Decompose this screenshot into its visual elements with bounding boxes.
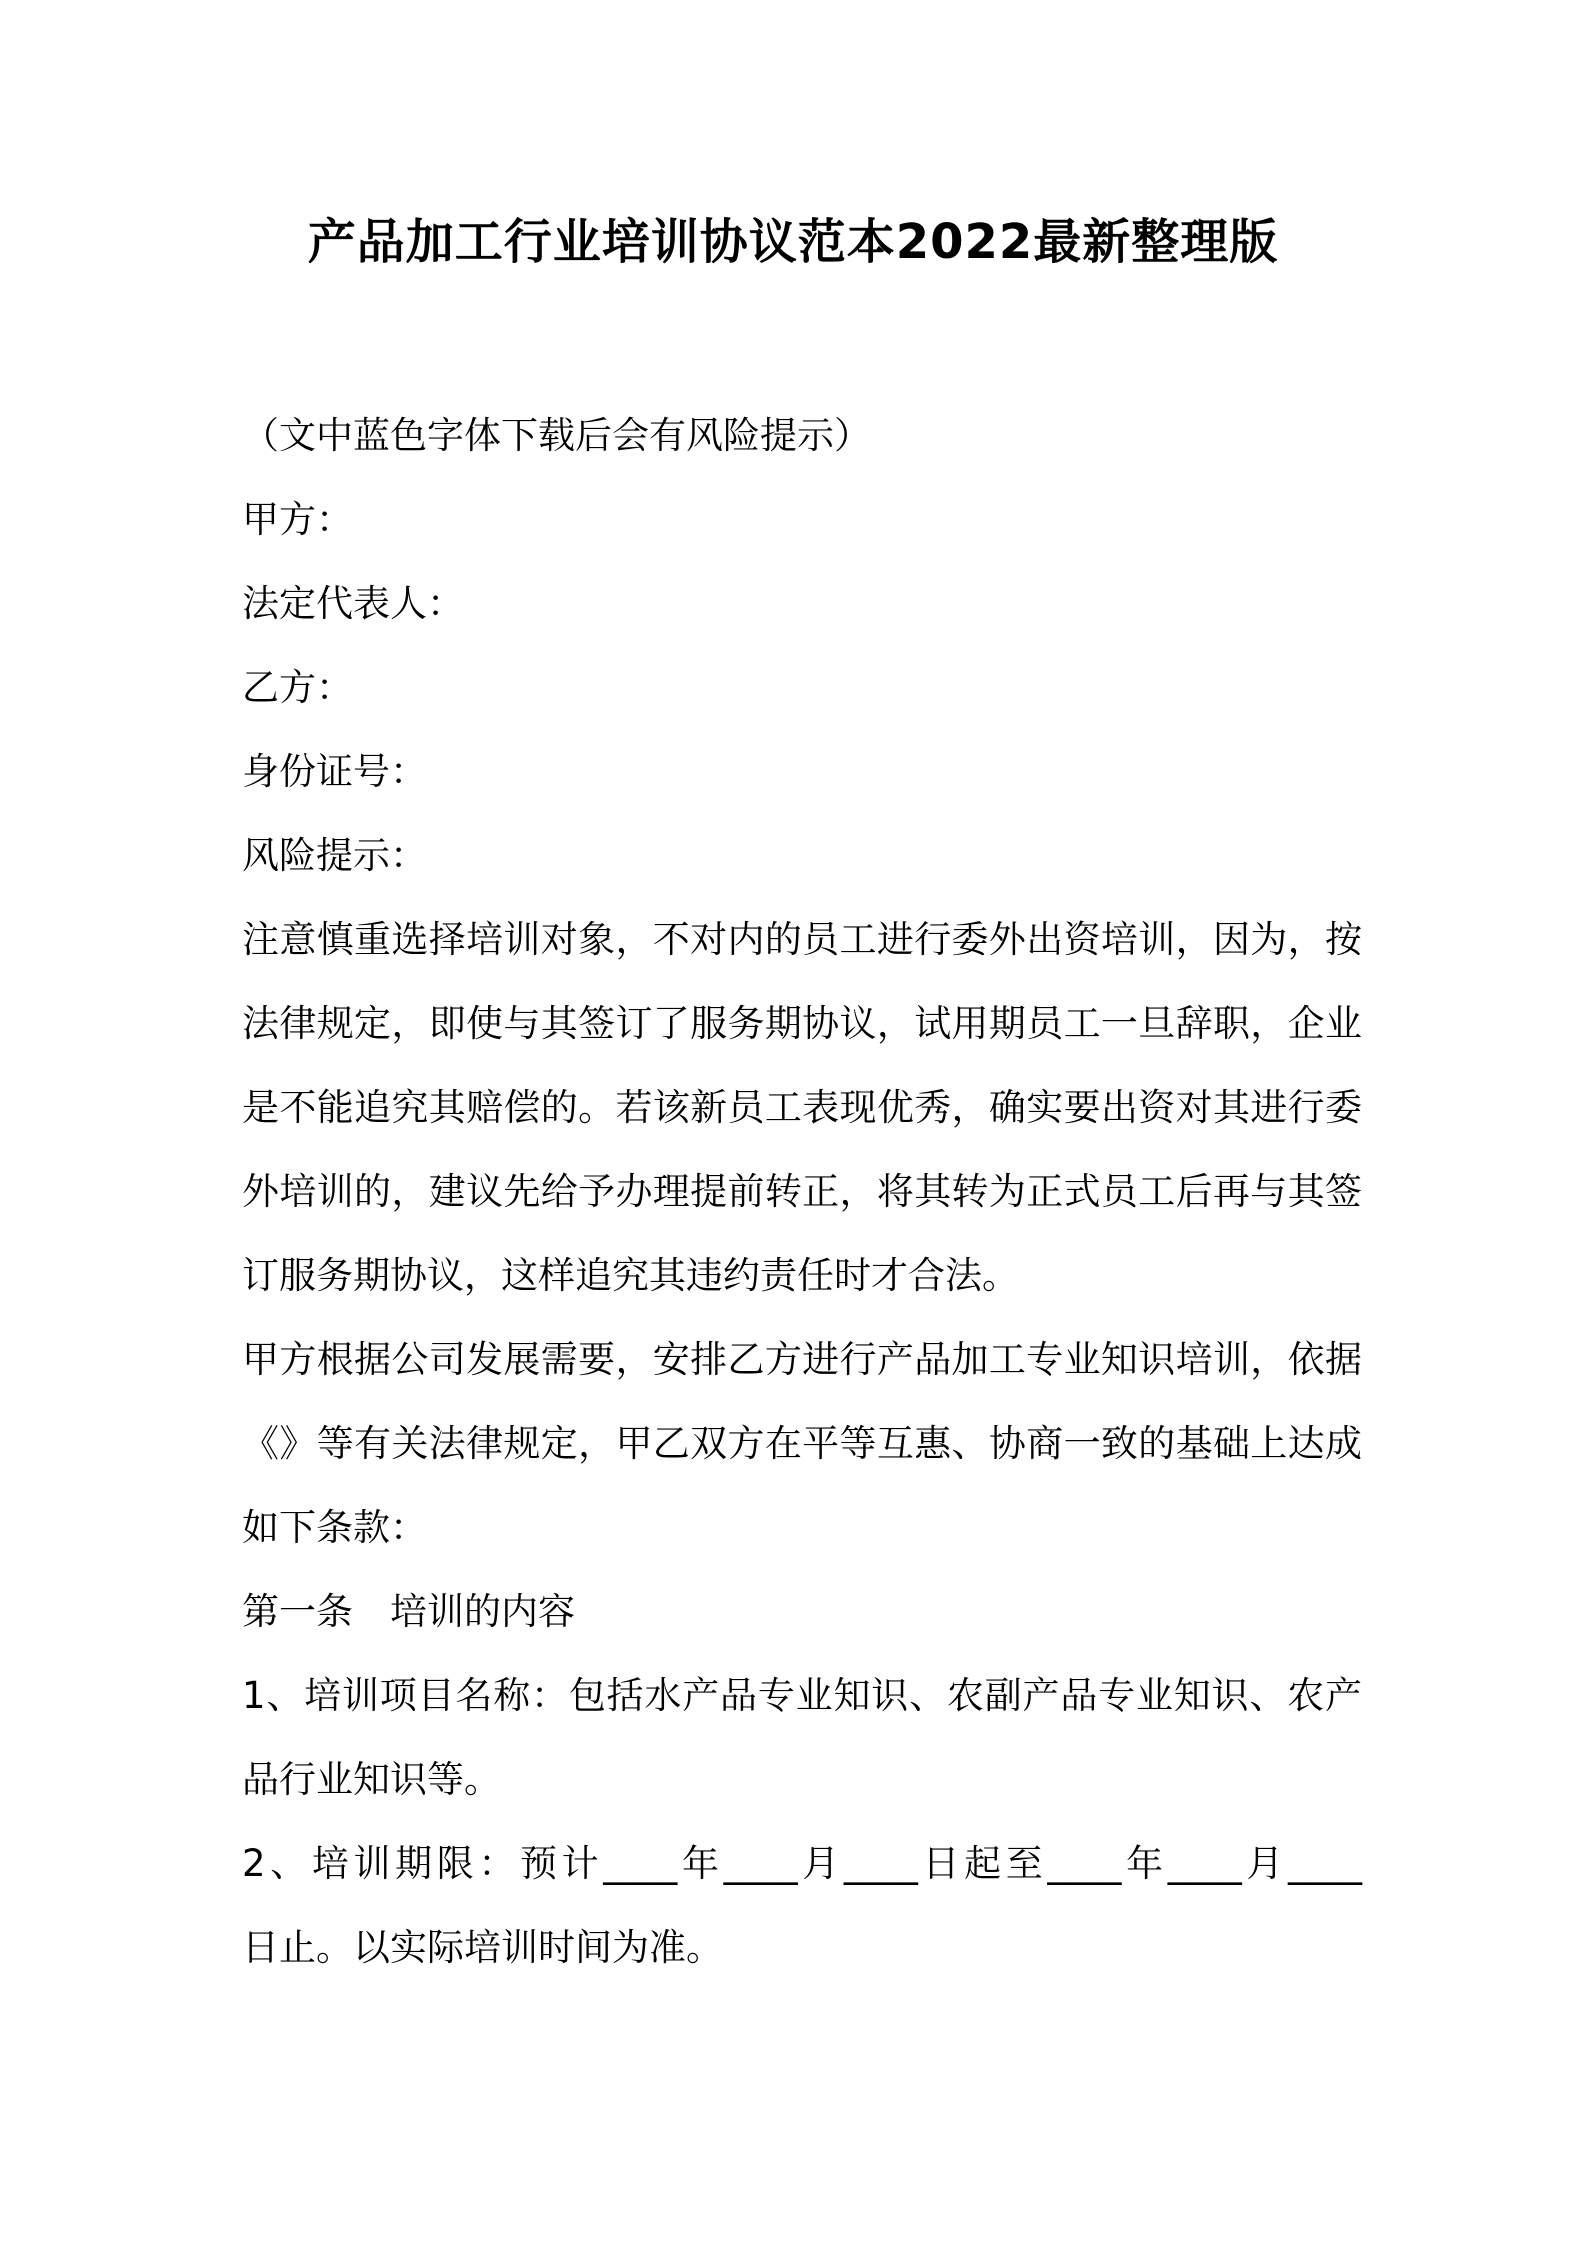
party-a-field: 甲方：	[242, 498, 353, 541]
intro-paragraph-line: 甲方根据公司发展需要，安排乙方进行产品加工专业知识培训，依据	[242, 1338, 1362, 1381]
risk-paragraph-line: 法律规定，即使与其签订了服务期协议，试用期员工一旦辞职，企业	[242, 1002, 1362, 1045]
risk-notice-heading: 风险提示：	[242, 834, 427, 877]
legal-representative-field: 法定代表人：	[242, 582, 464, 625]
clause-line: 日止。以实际培训时间为准。	[242, 1926, 723, 1969]
intro-paragraph-line: 如下条款：	[242, 1506, 427, 1549]
intro-paragraph-line: 《》等有关法律规定，甲乙双方在平等互惠、协商一致的基础上达成	[242, 1422, 1362, 1465]
clause-line: 2、培训期限：预计____年____月____日起至____年____月____	[242, 1842, 1362, 1885]
clause-line: 1、培训项目名称：包括水产品专业知识、农副产品专业知识、农产	[242, 1674, 1362, 1717]
blue-text-note: （文中蓝色字体下载后会有风险提示）	[242, 414, 871, 457]
article-one-heading: 第一条 培训的内容	[242, 1590, 575, 1633]
id-number-field: 身份证号：	[242, 750, 427, 793]
risk-paragraph-line: 外培训的，建议先给予办理提前转正，将其转为正式员工后再与其签	[242, 1170, 1362, 1213]
risk-paragraph-line: 订服务期协议，这样追究其违约责任时才合法。	[242, 1254, 1019, 1297]
document-title: 产品加工行业培训协议范本2022最新整理版	[307, 214, 1279, 270]
party-b-field: 乙方：	[242, 666, 353, 709]
risk-paragraph-line: 是不能追究其赔偿的。若该新员工表现优秀，确实要出资对其进行委	[242, 1086, 1362, 1129]
clause-line: 品行业知识等。	[242, 1758, 501, 1801]
risk-paragraph-line: 注意慎重选择培训对象，不对内的员工进行委外出资培训，因为，按	[242, 918, 1362, 961]
